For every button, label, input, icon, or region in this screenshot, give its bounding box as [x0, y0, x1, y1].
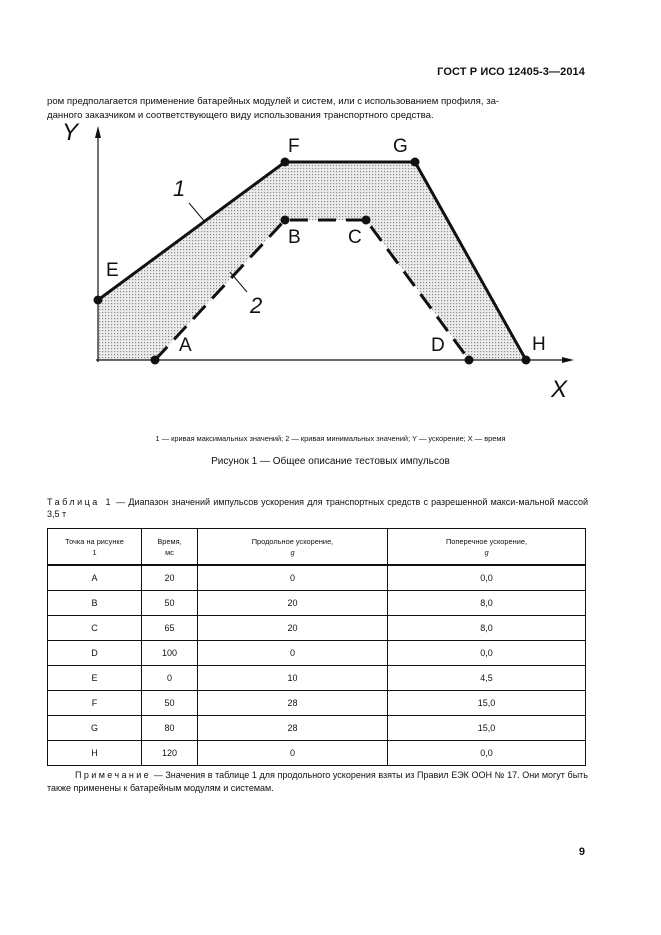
- note-text: — Значения в таблице 1 для продольного ускорения взяты из Правил ЕЭК ООН № 17. Они могут быть также применены к батарейным модулям и системам.: [47, 770, 588, 793]
- point-f-marker: [281, 158, 290, 167]
- curve-1-label: 1: [173, 176, 186, 201]
- y-axis-label: Y: [62, 119, 79, 146]
- pulse-diagram: [0, 0, 661, 420]
- curve-1-leader: [189, 203, 205, 222]
- table-row: B 50 20 8,0: [48, 591, 586, 616]
- curve-2-label: 2: [250, 293, 263, 318]
- header-lateral: Поперечное ускорение, g: [388, 529, 586, 566]
- table-row: G 80 28 15,0: [48, 716, 586, 741]
- point-c-label: C: [348, 227, 362, 248]
- table-row: C 65 20 8,0: [48, 616, 586, 641]
- point-c-marker: [362, 216, 371, 225]
- point-h-label: H: [532, 334, 546, 355]
- point-d-label: D: [431, 335, 445, 356]
- acceleration-table: [47, 528, 586, 766]
- test-pulse-figure: [0, 0, 661, 420]
- y-axis-arrow-icon: [95, 126, 101, 138]
- x-axis-arrow-icon: [562, 357, 574, 363]
- point-a-marker: [151, 356, 160, 365]
- table-caption: [47, 496, 588, 520]
- page-number: 9: [578, 846, 585, 858]
- table-row: H 120 0 0,0: [48, 741, 586, 766]
- figure-caption: Рисунок 1 — Общее описание тестовых импульсов: [211, 456, 450, 467]
- paragraph-line-2: данного заказчиком и соответствующего виду использования транспортного средства.: [47, 110, 434, 121]
- document-header: ГОСТ Р ИСО 12405-3—2014: [437, 66, 585, 78]
- point-a-label: A: [179, 335, 192, 356]
- point-e-label: E: [106, 260, 119, 281]
- header-point: Точка на рисунке 1: [48, 529, 142, 566]
- curve-2-leader: [230, 272, 247, 292]
- point-e-marker: [94, 296, 103, 305]
- point-b-marker: [281, 216, 290, 225]
- point-h-marker: [522, 356, 531, 365]
- table-caption-prefix: Таблица 1: [47, 497, 113, 507]
- table-caption-text: — Диапазон значений импульсов ускорения для транспортных средств с разрешенной макси-мальной массой 3,5 т: [47, 497, 588, 519]
- point-g-label: G: [393, 136, 408, 157]
- point-b-label: B: [288, 227, 301, 248]
- table-row: F 50 28 15,0: [48, 691, 586, 716]
- tolerance-band: [98, 162, 526, 360]
- header-time: Время, мс: [142, 529, 198, 566]
- table-row: E 0 10 4,5: [48, 666, 586, 691]
- header-longitudinal: Продольное ускорение, g: [198, 529, 388, 566]
- table-header-row: [48, 529, 586, 566]
- table-row: D 100 0 0,0: [48, 641, 586, 666]
- table-row: A 20 0 0,0: [48, 565, 586, 591]
- figure-legend: 1 — кривая максимальных значений; 2 — кривая минимальных значений; Y — ускорение; X — время: [155, 434, 506, 443]
- point-f-label: F: [288, 136, 300, 157]
- table-note: [47, 769, 588, 795]
- point-d-marker: [465, 356, 474, 365]
- paragraph-line-1: ром предполагается применение батарейных модулей и систем, или с использованием профиля, за-: [47, 96, 500, 107]
- note-prefix: Примечание: [75, 770, 152, 780]
- point-g-marker: [411, 158, 420, 167]
- x-axis-label: X: [551, 376, 568, 403]
